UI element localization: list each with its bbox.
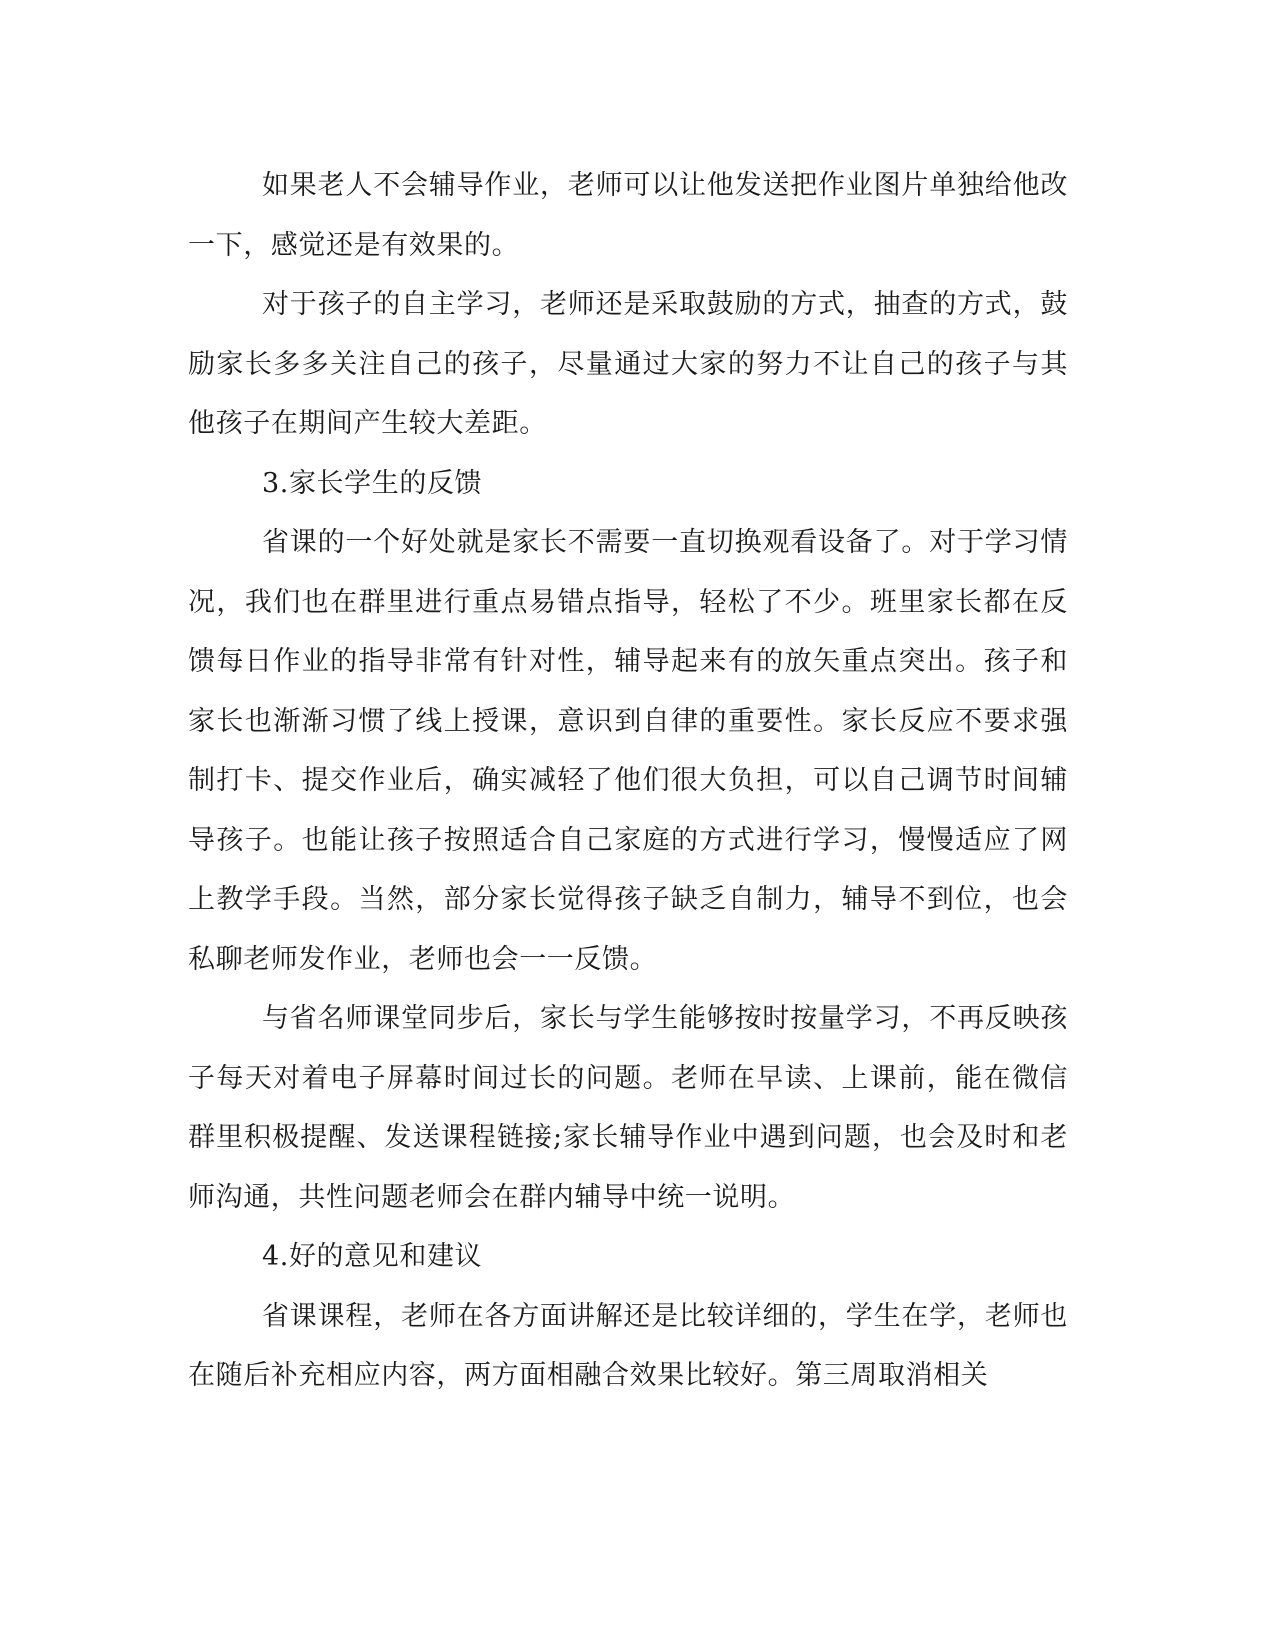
- document-body: [188, 156, 1068, 1406]
- paragraph-sync-classroom: 与省名师课堂同步后，家长与学生能够按时按量学习，不再反映孩子每天对着电子屏幕时间过长的问题。老师在早读、上课前，能在微信群里积极提醒、发送课程链接;家长辅导作业中遇到问题，也会及时和老师沟通，共性问题老师会在群内辅导中统一说明。: [188, 1003, 1068, 1213]
- paragraph-course-suggestions: 省课课程，老师在各方面讲解还是比较详细的，学生在学，老师也在随后补充相应内容，两方面相融合效果比较好。第三周取消相关: [188, 1300, 1068, 1391]
- section-heading-suggestions: 4.好的意见和建议: [262, 1241, 483, 1272]
- paragraph-self-study: 对于孩子的自主学习，老师还是采取鼓励的方式，抽查的方式，鼓励家长多多关注自己的孩子，尽量通过大家的努力不让自己的孩子与其他孩子在期间产生较大差距。: [188, 289, 1068, 439]
- section-heading-feedback: 3.家长学生的反馈: [262, 467, 483, 499]
- paragraph-elderly-homework: 如果老人不会辅导作业，老师可以让他发送把作业图片单独给他改一下，感觉还是有效果的。: [188, 170, 1068, 261]
- paragraph-parent-feedback: 省课的一个好处就是家长不需要一直切换观看设备了。对于学习情况，我们也在群里进行重点易错点指导，轻松了不少。班里家长都在反馈每日作业的指导非常有针对性，辅导起来有的放矢重点突出。孩子和家长也渐渐习惯了线上授课，意识到自律的重要性。家长反应不要求强制打卡、提交作业后，确实减轻了他们很大负担，可以自己调节时间辅导孩子。也能让孩子按照适合自己家庭的方式进行学习，慢慢适应了网上教学手段。当然，部分家长觉得孩子缺乏自制力，辅导不到位，也会私聊老师发作业，老师也会一一反馈。: [188, 527, 1068, 975]
